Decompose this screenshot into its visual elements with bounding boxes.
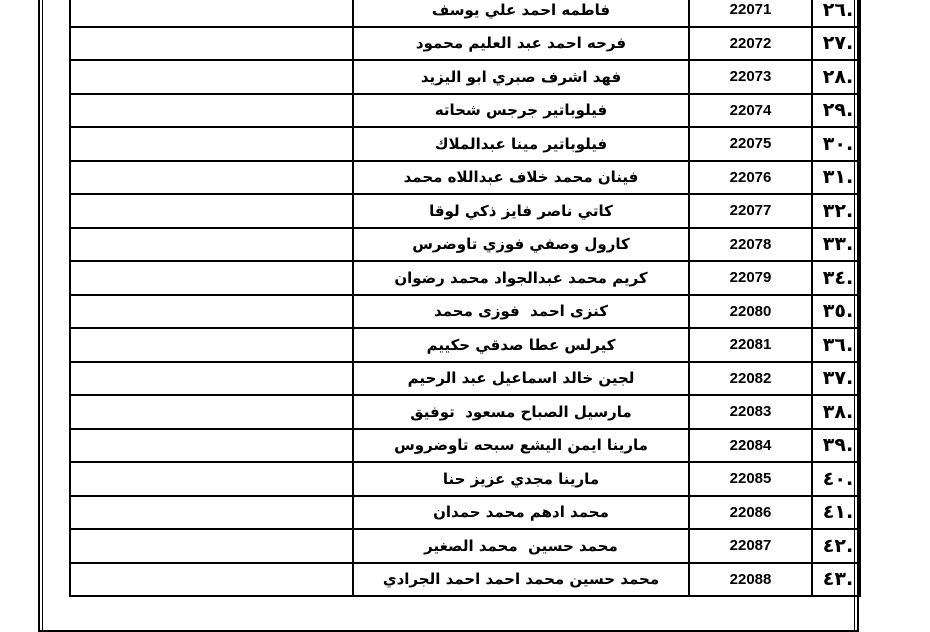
student-code-cell: 22085 bbox=[689, 462, 812, 496]
row-number: .٢٨ bbox=[822, 65, 854, 88]
row-number: .٣٢ bbox=[822, 199, 854, 222]
table-row bbox=[70, 362, 860, 396]
row-number: .٣٧ bbox=[822, 367, 854, 390]
row-number-cell bbox=[812, 228, 860, 262]
row-number-cell bbox=[812, 563, 860, 597]
table-row bbox=[70, 261, 860, 295]
student-name-cell: محمد حسين محمد احمد احمد الجرادي bbox=[353, 563, 689, 597]
table-row bbox=[70, 462, 860, 496]
row-number-cell bbox=[812, 27, 860, 61]
student-name-cell: كاتي ناصر فايز ذكي لوقا bbox=[353, 194, 689, 228]
row-number-cell bbox=[812, 94, 860, 128]
student-name-cell: لجين خالد اسماعيل عبد الرحيم bbox=[353, 362, 689, 396]
row-number: .٢٩ bbox=[822, 99, 854, 122]
notes-cell bbox=[70, 362, 353, 396]
student-name-cell: كنزى احمد فوزى محمد bbox=[353, 295, 689, 329]
table-row bbox=[70, 429, 860, 463]
row-number-cell bbox=[812, 496, 860, 530]
student-code-cell: 22087 bbox=[689, 529, 812, 563]
row-number-cell bbox=[812, 429, 860, 463]
table-row bbox=[70, 127, 860, 161]
row-number-cell bbox=[812, 362, 860, 396]
row-number: .٣٣ bbox=[822, 233, 854, 256]
row-number: .٣١ bbox=[822, 166, 854, 189]
table-row bbox=[70, 395, 860, 429]
student-name-cell: فرحه احمد عبد العليم محمود bbox=[353, 27, 689, 61]
student-name-cell: كارول وصفي فوزي تاوضرس bbox=[353, 228, 689, 262]
student-code-cell: 22084 bbox=[689, 429, 812, 463]
student-name-cell: فينان محمد خلاف عبداللاه محمد bbox=[353, 161, 689, 195]
table-row bbox=[70, 94, 860, 128]
student-name-cell: كريم محمد عبدالجواد محمد رضوان bbox=[353, 261, 689, 295]
student-code-cell: 22072 bbox=[689, 27, 812, 61]
row-number-cell bbox=[812, 194, 860, 228]
row-number: .٣٩ bbox=[822, 434, 854, 457]
row-number-cell bbox=[812, 0, 860, 27]
row-number-cell bbox=[812, 462, 860, 496]
notes-cell bbox=[70, 328, 353, 362]
notes-cell bbox=[70, 261, 353, 295]
row-number: .٢٧ bbox=[822, 32, 854, 55]
table-row bbox=[70, 529, 860, 563]
table-row bbox=[70, 563, 860, 597]
student-code-cell: 22071 bbox=[689, 0, 812, 27]
student-code-cell: 22075 bbox=[689, 127, 812, 161]
notes-cell bbox=[70, 228, 353, 262]
table-row bbox=[70, 0, 860, 27]
student-code-cell: 22076 bbox=[689, 161, 812, 195]
row-number: .٣٠ bbox=[822, 132, 854, 155]
table-row bbox=[70, 194, 860, 228]
notes-cell bbox=[70, 429, 353, 463]
row-number: .٣٦ bbox=[822, 333, 854, 356]
student-code-cell: 22083 bbox=[689, 395, 812, 429]
student-name-cell: محمد حسين محمد الصغير bbox=[353, 529, 689, 563]
row-number: .٤٢ bbox=[822, 534, 854, 557]
table-row bbox=[70, 328, 860, 362]
table-row bbox=[70, 295, 860, 329]
notes-cell bbox=[70, 295, 353, 329]
student-name-cell: مارينا ايمن اليشع سبحه تاوضروس bbox=[353, 429, 689, 463]
table-row bbox=[70, 228, 860, 262]
row-number: .٤٠ bbox=[822, 467, 854, 490]
table-row bbox=[70, 27, 860, 61]
row-number-cell bbox=[812, 295, 860, 329]
row-number-cell bbox=[812, 161, 860, 195]
notes-cell bbox=[70, 194, 353, 228]
student-code-cell: 22078 bbox=[689, 228, 812, 262]
student-code-cell: 22082 bbox=[689, 362, 812, 396]
row-number: .٤٣ bbox=[822, 568, 854, 591]
student-name-cell: مارسيل الصباح مسعود توفيق bbox=[353, 395, 689, 429]
row-number-cell bbox=[812, 60, 860, 94]
notes-cell bbox=[70, 529, 353, 563]
notes-cell bbox=[70, 395, 353, 429]
notes-cell bbox=[70, 462, 353, 496]
student-name-cell: مارينا مجدي عزيز حنا bbox=[353, 462, 689, 496]
student-roster-table bbox=[69, 0, 861, 597]
row-number: .٢٦ bbox=[822, 0, 854, 21]
row-number-cell bbox=[812, 127, 860, 161]
row-number-cell bbox=[812, 395, 860, 429]
row-number-cell bbox=[812, 261, 860, 295]
row-number: .٣٤ bbox=[822, 266, 854, 289]
row-number: .٣٥ bbox=[822, 300, 854, 323]
notes-cell bbox=[70, 496, 353, 530]
notes-cell bbox=[70, 60, 353, 94]
student-code-cell: 22088 bbox=[689, 563, 812, 597]
student-code-cell: 22074 bbox=[689, 94, 812, 128]
table-row bbox=[70, 161, 860, 195]
student-name-cell: فيلوباتير مينا عبدالملاك bbox=[353, 127, 689, 161]
student-code-cell: 22079 bbox=[689, 261, 812, 295]
notes-cell bbox=[70, 563, 353, 597]
row-number-cell bbox=[812, 328, 860, 362]
table-row bbox=[70, 496, 860, 530]
student-code-cell: 22086 bbox=[689, 496, 812, 530]
row-number: .٤١ bbox=[822, 501, 854, 524]
row-number-cell bbox=[812, 529, 860, 563]
student-code-cell: 22077 bbox=[689, 194, 812, 228]
notes-cell bbox=[70, 94, 353, 128]
student-code-cell: 22081 bbox=[689, 328, 812, 362]
notes-cell bbox=[70, 27, 353, 61]
table-row bbox=[70, 60, 860, 94]
row-number: .٣٨ bbox=[822, 400, 854, 423]
notes-cell bbox=[70, 161, 353, 195]
student-name-cell: فهد اشرف صبري ابو اليزيد bbox=[353, 60, 689, 94]
student-code-cell: 22073 bbox=[689, 60, 812, 94]
student-name-cell: محمد ادهم محمد حمدان bbox=[353, 496, 689, 530]
student-name-cell: كيرلس عطا صدقي حكييم bbox=[353, 328, 689, 362]
student-code-cell: 22080 bbox=[689, 295, 812, 329]
student-name-cell: فاطمه احمد علي يوسف bbox=[353, 0, 689, 27]
student-name-cell: فيلوباتير جرجس شحاته bbox=[353, 94, 689, 128]
notes-cell bbox=[70, 127, 353, 161]
roster-body bbox=[70, 0, 860, 596]
notes-cell bbox=[70, 0, 353, 27]
